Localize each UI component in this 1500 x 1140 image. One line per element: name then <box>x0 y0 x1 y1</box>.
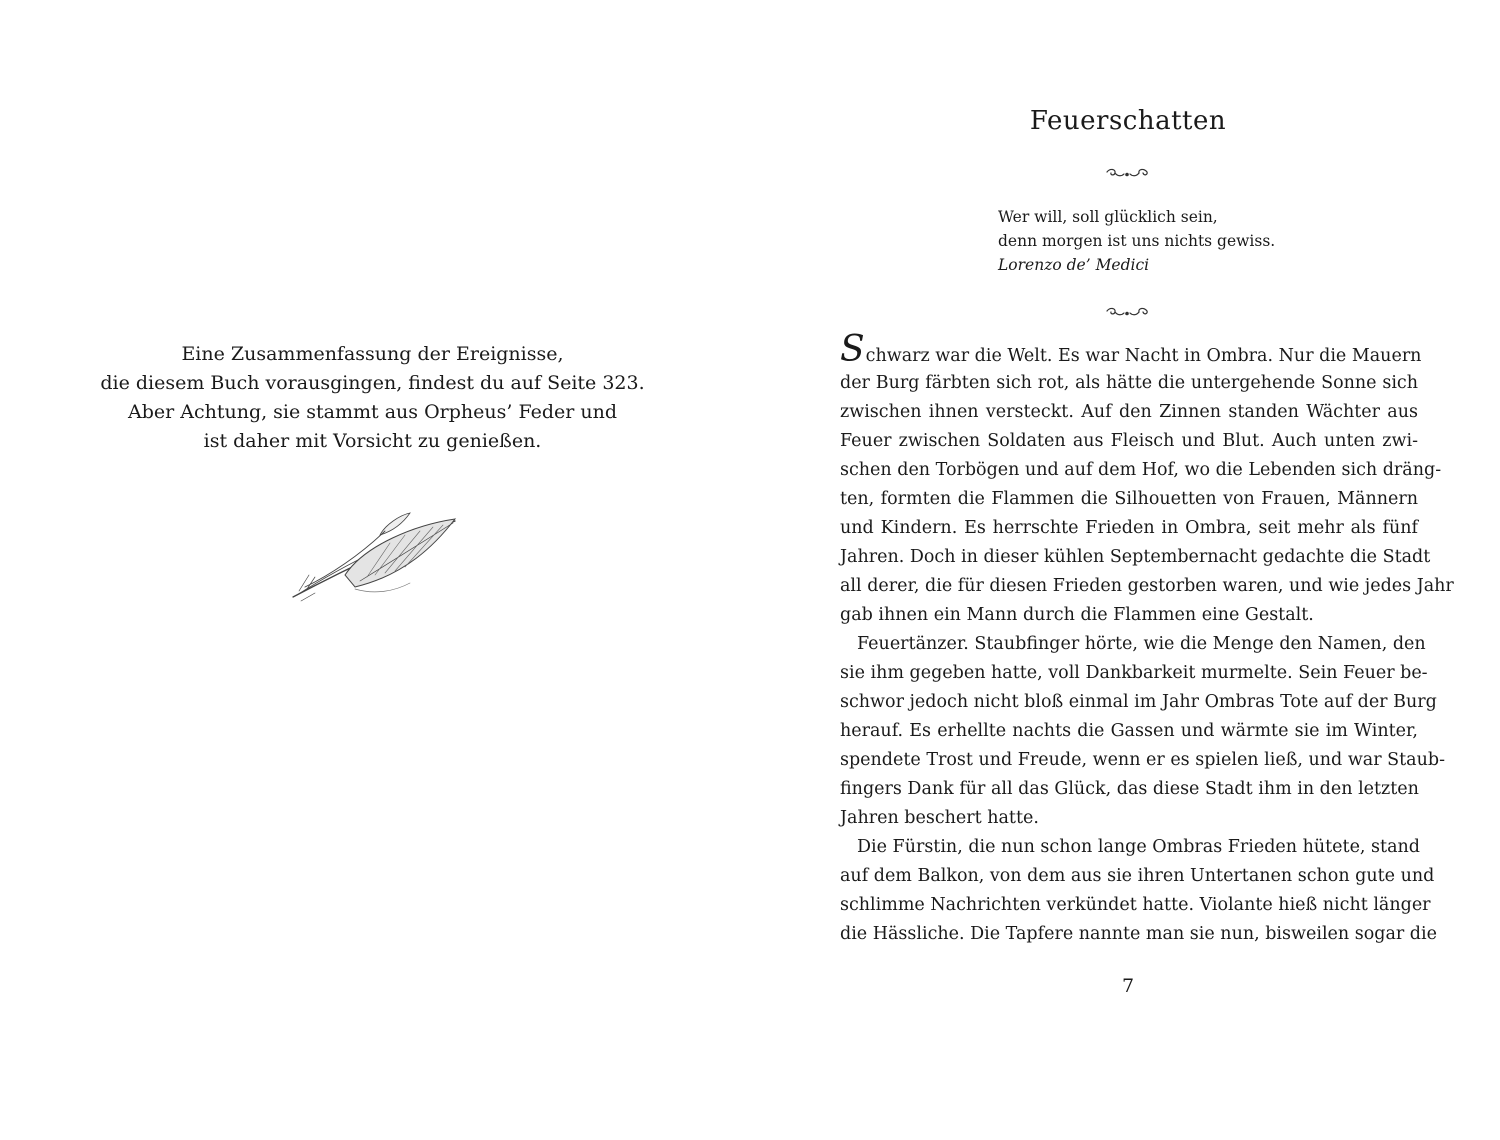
body-line: der Burg färbten sich rot, als hätte die untergehende Sonne sich <box>840 373 1418 393</box>
epigraph-line: denn morgen ist uns nichts gewiss. <box>998 232 1276 250</box>
note-line: ist daher mit Vorsicht zu genießen. <box>203 430 542 452</box>
body-line: ten, formten die Flammen die Silhouetten von Frauen, Männern <box>840 489 1418 509</box>
swirl-ornament-icon <box>1104 305 1150 321</box>
body-line: zwischen ihnen versteckt. Auf den Zinnen standen Wächter aus <box>840 402 1418 422</box>
body-line: gab ihnen ein Mann durch die Flammen eine Gestalt. <box>840 605 1314 625</box>
body-line: schlimme Nachrichten verkündet hatte. Violante hieß nicht länger <box>840 895 1431 915</box>
body-line: die Hässliche. Die Tapfere nannte man sie nun, bisweilen sogar die <box>840 924 1437 944</box>
body-line: Feuer zwischen Soldaten aus Fleisch und Blut. Auch unten zwi- <box>840 431 1418 451</box>
summary-note <box>95 340 650 456</box>
body-line: Jahren beschert hatte. <box>840 808 1039 828</box>
note-line: die diesem Buch vorausgingen, findest du auf Seite 323. <box>100 372 645 394</box>
chapter-title: Feuerschatten <box>1029 106 1227 136</box>
chapter-body <box>840 329 1454 949</box>
note-line: Aber Achtung, sie stammt aus Orpheus’ Feder und <box>127 401 617 423</box>
body-line: Die Fürstin, die nun schon lange Ombras Frieden hütete, stand <box>857 837 1420 857</box>
body-line: Feuertänzer. Staubfinger hörte, wie die Menge den Namen, den <box>857 634 1426 654</box>
epigraph-line: Wer will, soll glücklich sein, <box>998 208 1218 226</box>
body-line: sie ihm gegeben hatte, voll Dankbarkeit murmelte. Sein Feuer be- <box>840 663 1428 683</box>
body-line: spendete Trost und Freude, wenn er es spielen ließ, und war Staub- <box>840 750 1445 770</box>
page-number: 7 <box>1121 975 1135 997</box>
swirl-ornament-icon <box>1104 166 1150 182</box>
note-line: Eine Zusammenfassung der Ereignisse, <box>181 343 564 365</box>
body-line: Jahren. Doch in dieser kühlen Septembernacht gedachte die Stadt <box>840 547 1431 567</box>
drop-cap: S <box>840 329 865 370</box>
body-line: schwor jedoch nicht bloß einmal im Jahr Ombras Tote auf der Burg <box>840 692 1437 712</box>
epigraph <box>998 205 1275 277</box>
body-line: all derer, die für diesen Frieden gestorben waren, und wie jedes Jahr <box>840 576 1454 596</box>
epigraph-author: Lorenzo de’ Medici <box>998 256 1150 274</box>
body-line: Schwarz war die Welt. Es war Nacht in Ombra. Nur die Mauern <box>840 329 1422 370</box>
body-line: fingers Dank für all das Glück, das diese Stadt ihm in den letzten <box>840 779 1419 799</box>
right-page <box>750 0 1500 1140</box>
body-line: auf dem Balkon, von dem aus sie ihren Untertanen schon gute und <box>840 866 1435 886</box>
body-line: schen den Torbögen und auf dem Hof, wo die Lebenden sich dräng- <box>840 460 1442 480</box>
feather-icon <box>285 505 460 605</box>
body-line: und Kindern. Es herrschte Frieden in Ombra, seit mehr als fünf <box>840 518 1418 538</box>
body-line: herauf. Es erhellte nachts die Gassen und wärmte sie im Winter, <box>840 721 1418 741</box>
